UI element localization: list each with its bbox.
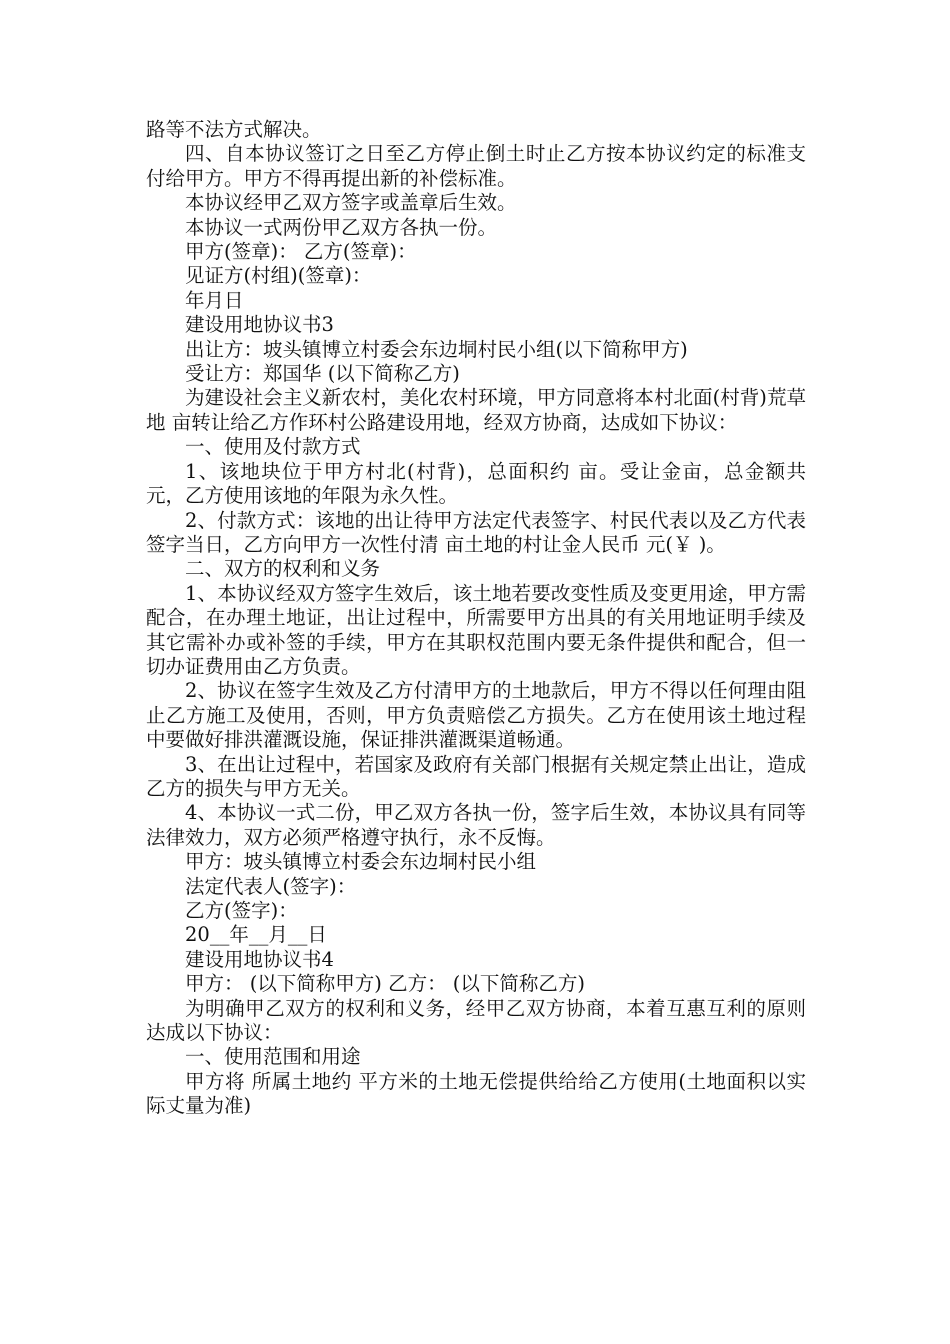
paragraph: 1、本协议经双方签字生效后，该土地若要改变性质及变更用途，甲方需配合，在办理土地证，出让过程中，所需要甲方出具的有关用地证明手续及其它需补办或补签的手续，甲方在其职权范围内要无条件提供和配合，但一切办证费用由乙方负责。 (146, 581, 806, 678)
section-title: 建设用地协议书3 (185, 313, 334, 337)
paragraph: 本协议经甲乙双方签字或盖章后生效。 (185, 191, 517, 215)
date-line: 20__年__月__日 (185, 923, 327, 947)
paragraph: 路等不法方式解决。 (146, 118, 322, 141)
clause-heading: 二、双方的权利和义务 (185, 557, 381, 581)
paragraph: 1、该地块位于甲方村北(村背)，总面积约 亩。受让金亩，总金额共 元，乙方使用该地的年限为永久性。 (146, 459, 806, 508)
paragraph: 2、协议在签字生效及乙方付清甲方的土地款后，甲方不得以任何理由阻止乙方施工及使用，否则，甲方负责赔偿乙方损失。乙方在使用该土地过程中要做好排洪灌溉设施，保证排洪灌溉渠道畅通。 (146, 679, 806, 752)
paragraph: 4、本协议一式二份，甲乙双方各执一份，签字后生效，本协议具有同等法律效力，双方必须严格遵守执行，永不反悔。 (146, 801, 806, 849)
signature-line: 见证方(村组)(签章)： (185, 264, 372, 288)
paragraph: 本协议一式两份甲乙双方各执一份。 (185, 215, 498, 239)
paragraph: 甲方将 所属土地约 平方米的土地无偿提供给给乙方使用(土地面积以实际丈量为准) (146, 1069, 806, 1118)
paragraph: 2、付款方式：该地的出让待甲方法定代表签字、村民代表以及乙方代表签字当日，乙方向甲方一次性付清 亩土地的村让金人民币 元(￥ )。 (146, 508, 806, 556)
signature-line: 甲方(签章)： 乙方(签章)： (185, 240, 417, 264)
signature-line: 法定代表人(签字)： (185, 874, 357, 898)
section-title: 建设用地协议书4 (185, 947, 334, 971)
document-body (146, 118, 806, 1119)
party-line: 出让方：坡头镇博立村委会东边垌村民小组(以下简称甲方) (185, 337, 688, 361)
party-line: 甲方： (以下简称甲方) 乙方： (以下简称乙方) (185, 972, 586, 996)
signature-line: 甲方：坡头镇博立村委会东边垌村民小组 (185, 850, 537, 874)
signature-line: 乙方(签字)： (185, 899, 298, 922)
clause-heading: 一、使用范围和用途 (185, 1045, 361, 1069)
paragraph: 3、在出让过程中，若国家及政府有关部门根据有关规定禁止出让，造成乙方的损失与甲方无关。 (146, 752, 806, 800)
clause-heading: 一、使用及付款方式 (185, 435, 361, 459)
party-line: 受让方：郑国华 (以下简称乙方) (185, 362, 460, 386)
paragraph: 为建设社会主义新农村，美化农村环境，甲方同意将本村北面(村背)荒草地 亩转让给乙方作环村公路建设用地，经双方协商，达成如下协议： (146, 386, 806, 434)
date-line: 年月日 (185, 288, 244, 312)
paragraph: 为明确甲乙双方的权利和义务，经甲乙双方协商，本着互惠互利的原则达成以下协议： (146, 996, 806, 1045)
paragraph: 四、自本协议签订之日至乙方停止倒土时止乙方按本协议约定的标准支付给甲方。甲方不得再提出新的补偿标准。 (146, 142, 806, 190)
